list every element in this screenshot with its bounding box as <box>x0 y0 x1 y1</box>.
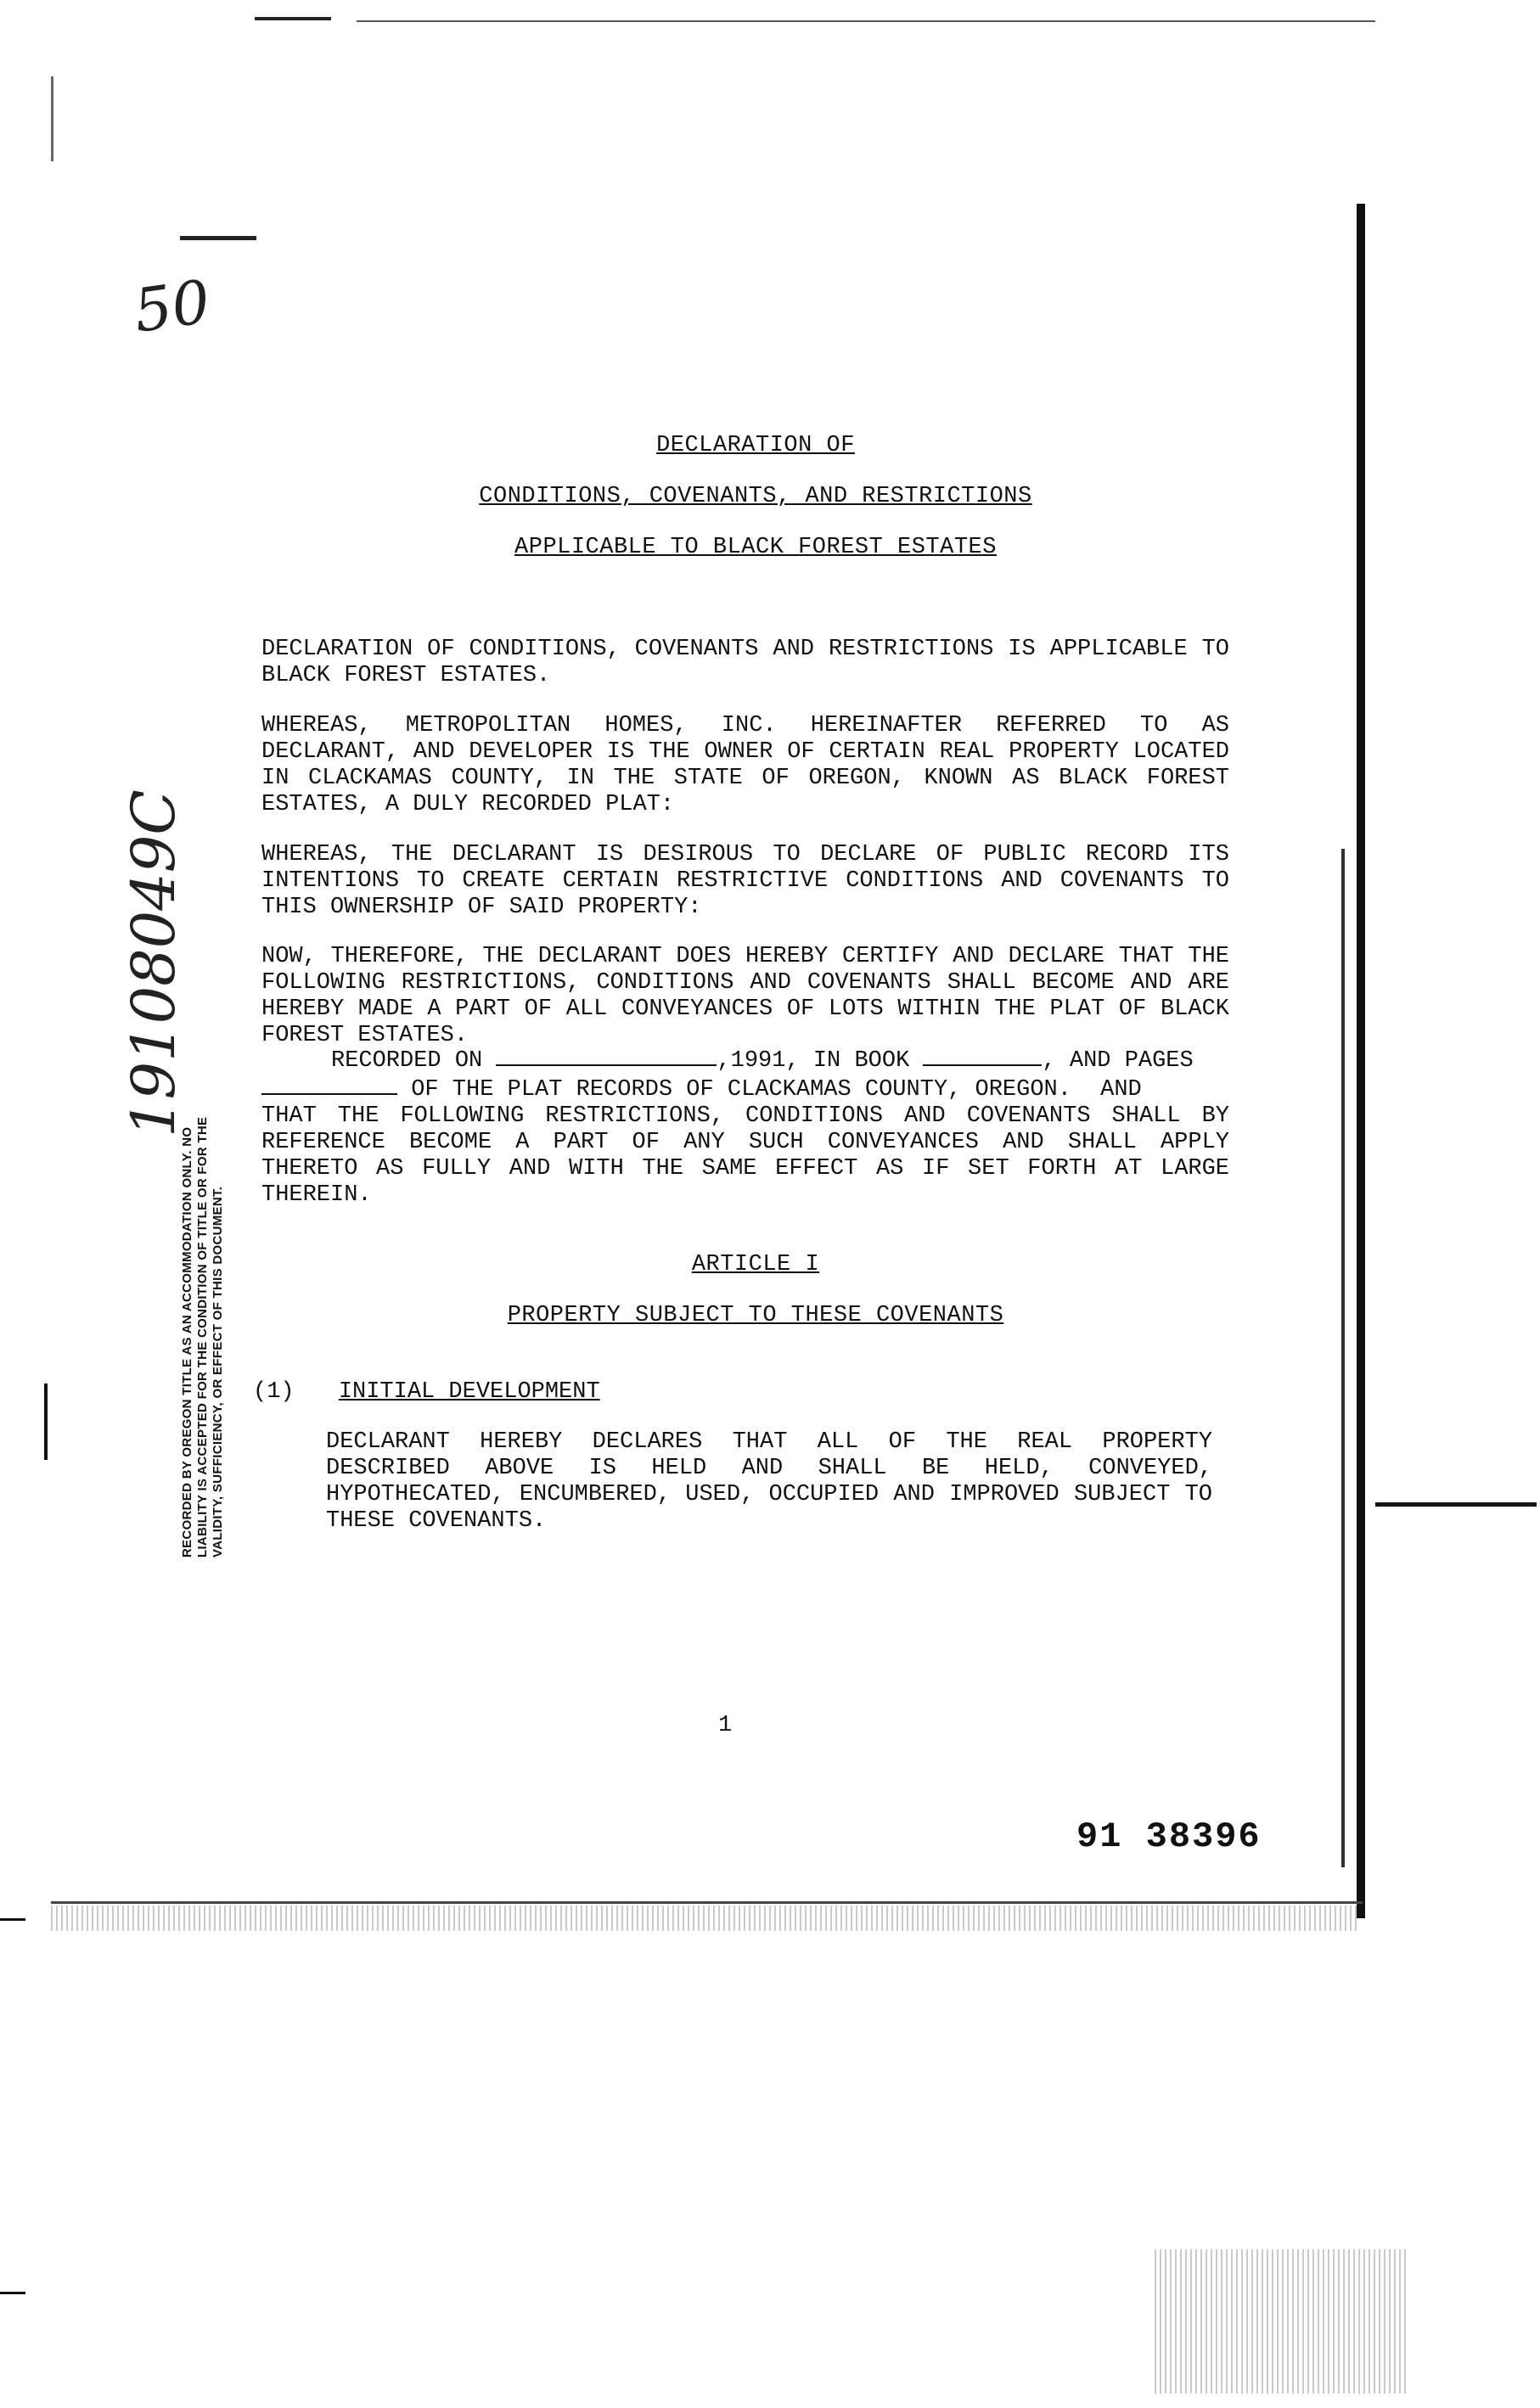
and-pages-label: , AND PAGES <box>1042 1048 1194 1074</box>
whereas-paragraph-1: WHEREAS, METROPOLITAN HOMES, INC. HEREINAFTER REFERRED TO AS DECLARANT, AND DEVELOPER IS THE OWNER OF CERTAIN REAL PROPERTY LOCATED IN CLACKAMAS COUNTY, IN THE STATE OF OREGON, KNOWN AS BLACK FOREST ESTATES, A DULY RECORDED PLAT: <box>261 713 1229 817</box>
scan-noise-bottom <box>51 1906 1358 1931</box>
sheet-right-edge <box>1357 204 1365 1918</box>
section-heading <box>253 1379 600 1405</box>
title-line-1: DECLARATION OF <box>656 433 855 458</box>
section-body: DECLARANT HEREBY DECLARES THAT ALL OF THE REAL PROPERTY DESCRIBED ABOVE IS HELD AND SHALL BE HELD, CONVEYED, HYPOTHECATED, ENCUMBERED, USED, OCCUPIED AND IMPROVED SUBJECT TO THESE COVENANTS. <box>326 1429 1212 1534</box>
scan-top-mark <box>255 17 331 20</box>
title-line-2: CONDITIONS, COVENANTS, AND RESTRICTIONS <box>479 484 1032 509</box>
section-title: INITIAL DEVELOPMENT <box>338 1379 600 1405</box>
article-heading: ARTICLE I <box>691 1252 820 1277</box>
left-tick-1 <box>0 1918 25 1921</box>
recorded-date-blank <box>496 1046 717 1066</box>
recorded-line-2 <box>261 1075 1229 1103</box>
stamp-line-2: LIABILITY IS ACCEPTED FOR THE CONDITION OF TITLE OR FOR THE <box>195 1116 210 1558</box>
now-therefore-paragraph: NOW, THEREFORE, THE DECLARANT DOES HEREBY CERTIFY AND DECLARE THAT THE FOLLOWING RESTRICTIONS, CONDITIONS AND COVENANTS SHALL BECOME AND ARE HEREBY MADE A PART OF ALL CONVEYANCES OF LOTS WITHIN THE PLAT OF BLACK FOREST ESTATES. <box>261 944 1229 1048</box>
section-number: (1) <box>253 1379 295 1405</box>
recorded-line-1 <box>261 1046 1229 1075</box>
intro-paragraph: DECLARATION OF CONDITIONS, COVENANTS AND RESTRICTIONS IS APPLICABLE TO BLACK FOREST ESTATES. <box>261 637 1229 688</box>
side-mark <box>1375 1502 1537 1507</box>
plat-records-text: OF THE PLAT RECORDS OF CLACKAMAS COUNTY, OREGON. <box>411 1077 1071 1103</box>
page-number: 1 <box>718 1713 733 1738</box>
article-subheading: PROPERTY SUBJECT TO THESE COVENANTS <box>507 1303 1004 1328</box>
book-number-blank <box>923 1046 1042 1066</box>
sheet-right-edge-2 <box>1341 849 1345 1867</box>
recorded-on-label: RECORDED ON <box>331 1048 483 1074</box>
scan-left-bracket <box>51 76 53 161</box>
and-connector: AND <box>1100 1077 1142 1103</box>
recording-disclaimer-stamp <box>180 1117 226 1558</box>
page-number-blank <box>261 1075 397 1095</box>
scan-dash <box>180 236 256 240</box>
sheet-bottom-edge <box>51 1901 1363 1904</box>
title-line-3: APPLICABLE TO BLACK FOREST ESTATES <box>514 535 997 560</box>
recorded-year-book: ,1991, IN BOOK <box>717 1048 910 1074</box>
left-tick-2 <box>0 2292 25 2294</box>
recorded-paragraph <box>261 1046 1229 1209</box>
recorded-rest: THAT THE FOLLOWING RESTRICTIONS, CONDITIONS AND COVENANTS SHALL BY REFERENCE BECOME A PART OF ANY SUCH CONVEYANCES AND SHALL APPLY THERETO AS FULLY AND WITH THE SAME EFFECT AS IF SET FORTH AT LARGE THEREIN. <box>261 1103 1229 1208</box>
handwritten-number: 50 <box>129 267 215 346</box>
handwritten-document-id: 19108049C <box>119 789 188 1137</box>
whereas-paragraph-2: WHEREAS, THE DECLARANT IS DESIROUS TO DECLARE OF PUBLIC RECORD ITS INTENTIONS TO CREATE CERTAIN RESTRICTIVE CONDITIONS AND COVENANTS TO THIS OWNERSHIP OF SAID PROPERTY: <box>261 842 1229 920</box>
scan-noise-corner <box>1155 2249 1409 2394</box>
stamp-line-1: RECORDED BY OREGON TITLE AS AN ACCOMMODATION ONLY. NO <box>180 1126 194 1558</box>
recording-number: 91 38396 <box>1076 1816 1262 1857</box>
scan-top-line <box>357 20 1375 22</box>
stamp-line-3: VALIDITY, SUFFICIENCY, OR EFFECT OF THIS DOCUMENT. <box>211 1186 225 1558</box>
sheet-left-edge <box>44 1384 48 1460</box>
